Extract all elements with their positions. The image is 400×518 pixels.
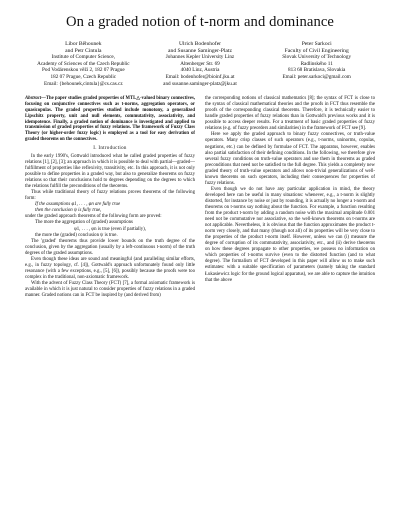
paragraph: The 'graded' theorems thus provide lower bounds on the truth degree of the conclusion, given by the aggregation (usually by a left-continuous t-norm) of the truth degrees of the graded assumptions. <box>25 238 195 256</box>
theorem-form-line: then the conclusion ψ is fully true, <box>35 208 102 214</box>
author-names: Ulrich Bodenhofer and Susanne Saminger-Platz <box>168 41 232 54</box>
graded-form-line: φ1, . . . , φn is true (even if partially), <box>73 226 147 232</box>
paragraph: Even though we do not have any particular application in mind, the theory developed here can be useful in many situations: whenever, e.g., a t-norm is slightly distorted, for instance by noise or just by rounding, it is actually no longer a t-norm and theorems on t-norms say nothing about the function. For example, a function resulting from the product t-norm by adding a random noise with the maximal amplitude 0.001 need not be commutative nor associative, so the well-known theorems on t-norms are not applicable. Nevertheless, it is obvious that the function approximates the product t-norm very closely, and that many (though not all) of its properties will be very close to the properties of the product t-norm itself. However, unless we can (i) measure the degree of corruption of its commutativity, associativity, etc., and (ii) derive theorems on how these degrees propagate to other properties, we possess no information on which properties of t-norms survive (even to the distorted function (and to what degree). The formalism of FCT developed in this paper will allow us to make such estimates: with a suitable specification of parameters (namely taking the standard Łukasiewicz logic for the ground logical apparatus), we are able to capture the intuition that the above <box>205 186 375 283</box>
author-block <box>25 41 375 87</box>
affiliation-line: 182 07 Prague, Czech Republic <box>50 73 117 80</box>
affiliation-line: Pod Vodárenskou věží 2, 182 07 Prague <box>42 67 125 74</box>
affiliation-line: Radlinského 11 <box>300 60 333 67</box>
author-group-2 <box>142 41 259 87</box>
author-email: Email: {behounek,cintula}@cs.cas.cz <box>44 80 123 87</box>
paragraph: With the advent of Fuzzy Class Theory (FCT) [7], a formal axiomatic framework is available in which it is just natural to consider properties of fuzzy relations in a graded manner. Graded notions can in FCT be inspired by (and derived from) <box>25 280 195 299</box>
affiliation-line: Altenberger Str. 69 <box>180 60 220 67</box>
author-group-3 <box>258 41 375 87</box>
abstract <box>25 96 195 143</box>
paragraph: the corresponding notions of classical mathematics [8]; the syntax of FCT is close to the syntax of classical mathematical theories and the proofs in FCT thus resemble the proofs of the corresponding classical theorems. Therefore, it is technically easier to handle graded properties of fuzzy relations than in Gottwald's previous works and it is possible to access deeper results. For a treatment of basic graded properties of fuzzy relations (e.g. of fuzzy preorders and similarities) in the framework of FCT see [9]. <box>205 96 375 132</box>
paragraph: Here we apply the graded approach to binary fuzzy connectives, or truth-value operators. Many crisp classes of such operators (e.g., t-norms, uninorms, copulas, negations, etc.) can be defined by formulae of FCT. The apparatus, however, enables also partial satisfaction of their defining conditions. In the following, we therefore give several fuzzy conditions on truth-value operators and use them in theorems as graded preconditions that need not be satisfied to the full degree. This yields a completely new graded theory of truth-value operators and allows non-trivial generalizations of well-known theorems on such operators, including their consequences for properties of fuzzy relations. <box>205 132 375 186</box>
affiliation-line: 813 68 Bratislava, Slovakia <box>288 67 346 74</box>
paragraph: Even though these ideas are sound and meaningful (and paralleling similar efforts, e.g., in fuzzy topology, cf. [4]), Gottwald's approach unfortunately found only little resonance (with a few exceptions, e.g., [5], [6]), possibly because the proofs were too complex in the traditional, non-axiomatic framework. <box>25 256 195 280</box>
author-group-1 <box>25 41 142 87</box>
affiliation-line: Slovak University of Technology <box>282 54 352 61</box>
affiliation-line: 4040 Linz, Austria <box>180 67 220 74</box>
graded-form-line: the more the (graded) conclusion ψ is true. <box>35 232 118 238</box>
author-names: Libor Běhounek and Petr Cintula <box>65 41 102 54</box>
paragraph: under the graded approach theorems of the following form are proved: <box>25 214 162 220</box>
paragraph: In the early 1990's, Gottwald introduced what he called graded properties of fuzzy relations [1], [2], [3]; an approach in which it is possible to deal with partial—graded—fulfillment of properties like reflexivity, transitivity, etc. In this approach, it is not only possible to define properties in a graded way, but also to generalize theorems on fuzzy relations so that their conclusions hold to degrees depending on the degrees to which the relations fulfill the preconditions of the theorems. <box>25 153 195 190</box>
author-email: Email: bodenhofer@bioinf.jku.at <box>165 73 235 80</box>
graded-form-line: The more the aggregation of (graded) assumptions <box>35 220 133 226</box>
right-column <box>205 96 375 299</box>
paper-title: On a graded notion of t-norm and dominance <box>65 14 335 30</box>
paragraph: Thus while traditional theory of fuzzy relations proves theorems of the following form: <box>25 190 195 202</box>
affiliation-line: Institute of Computer Science, <box>51 54 116 61</box>
affiliation-line: Academy of Sciences of the Czech Republic <box>37 60 130 67</box>
theorem-form-line: If the assumptions φ1, . . . , φn are fully true <box>35 202 121 208</box>
left-column <box>25 96 195 299</box>
body-columns <box>25 96 375 299</box>
section-heading: I. Introduction <box>93 145 127 151</box>
abstract-text: —The paper studies graded properties of MTL△-valued binary connectives, focusing on conjunctive connectives such as t-norms, aggregation operators, or quasicopulas. The graded properties studied include monotony, a generalized Lipschitz property, unit and null elements, commutativity, associativity, and idempotence. Finally, a graded notion of dominance is investigated and applied to transmission of graded properties of fuzzy relations. The framework of Fuzzy Class Theory (or higher-order fuzzy logic) is employed as a tool for easy derivation of graded theorems on the connectives. <box>25 96 195 143</box>
author-email: and susanne.saminger-platz@jku.at <box>163 80 237 87</box>
author-email: Email: peter.sarkoci@gmail.com <box>282 73 351 80</box>
author-names: Peter Sarkoci Faculty of Civil Engineering <box>284 41 349 54</box>
abstract-label: Abstract <box>25 96 42 102</box>
affiliation-line: Johannes Kepler University Linz <box>165 54 235 61</box>
